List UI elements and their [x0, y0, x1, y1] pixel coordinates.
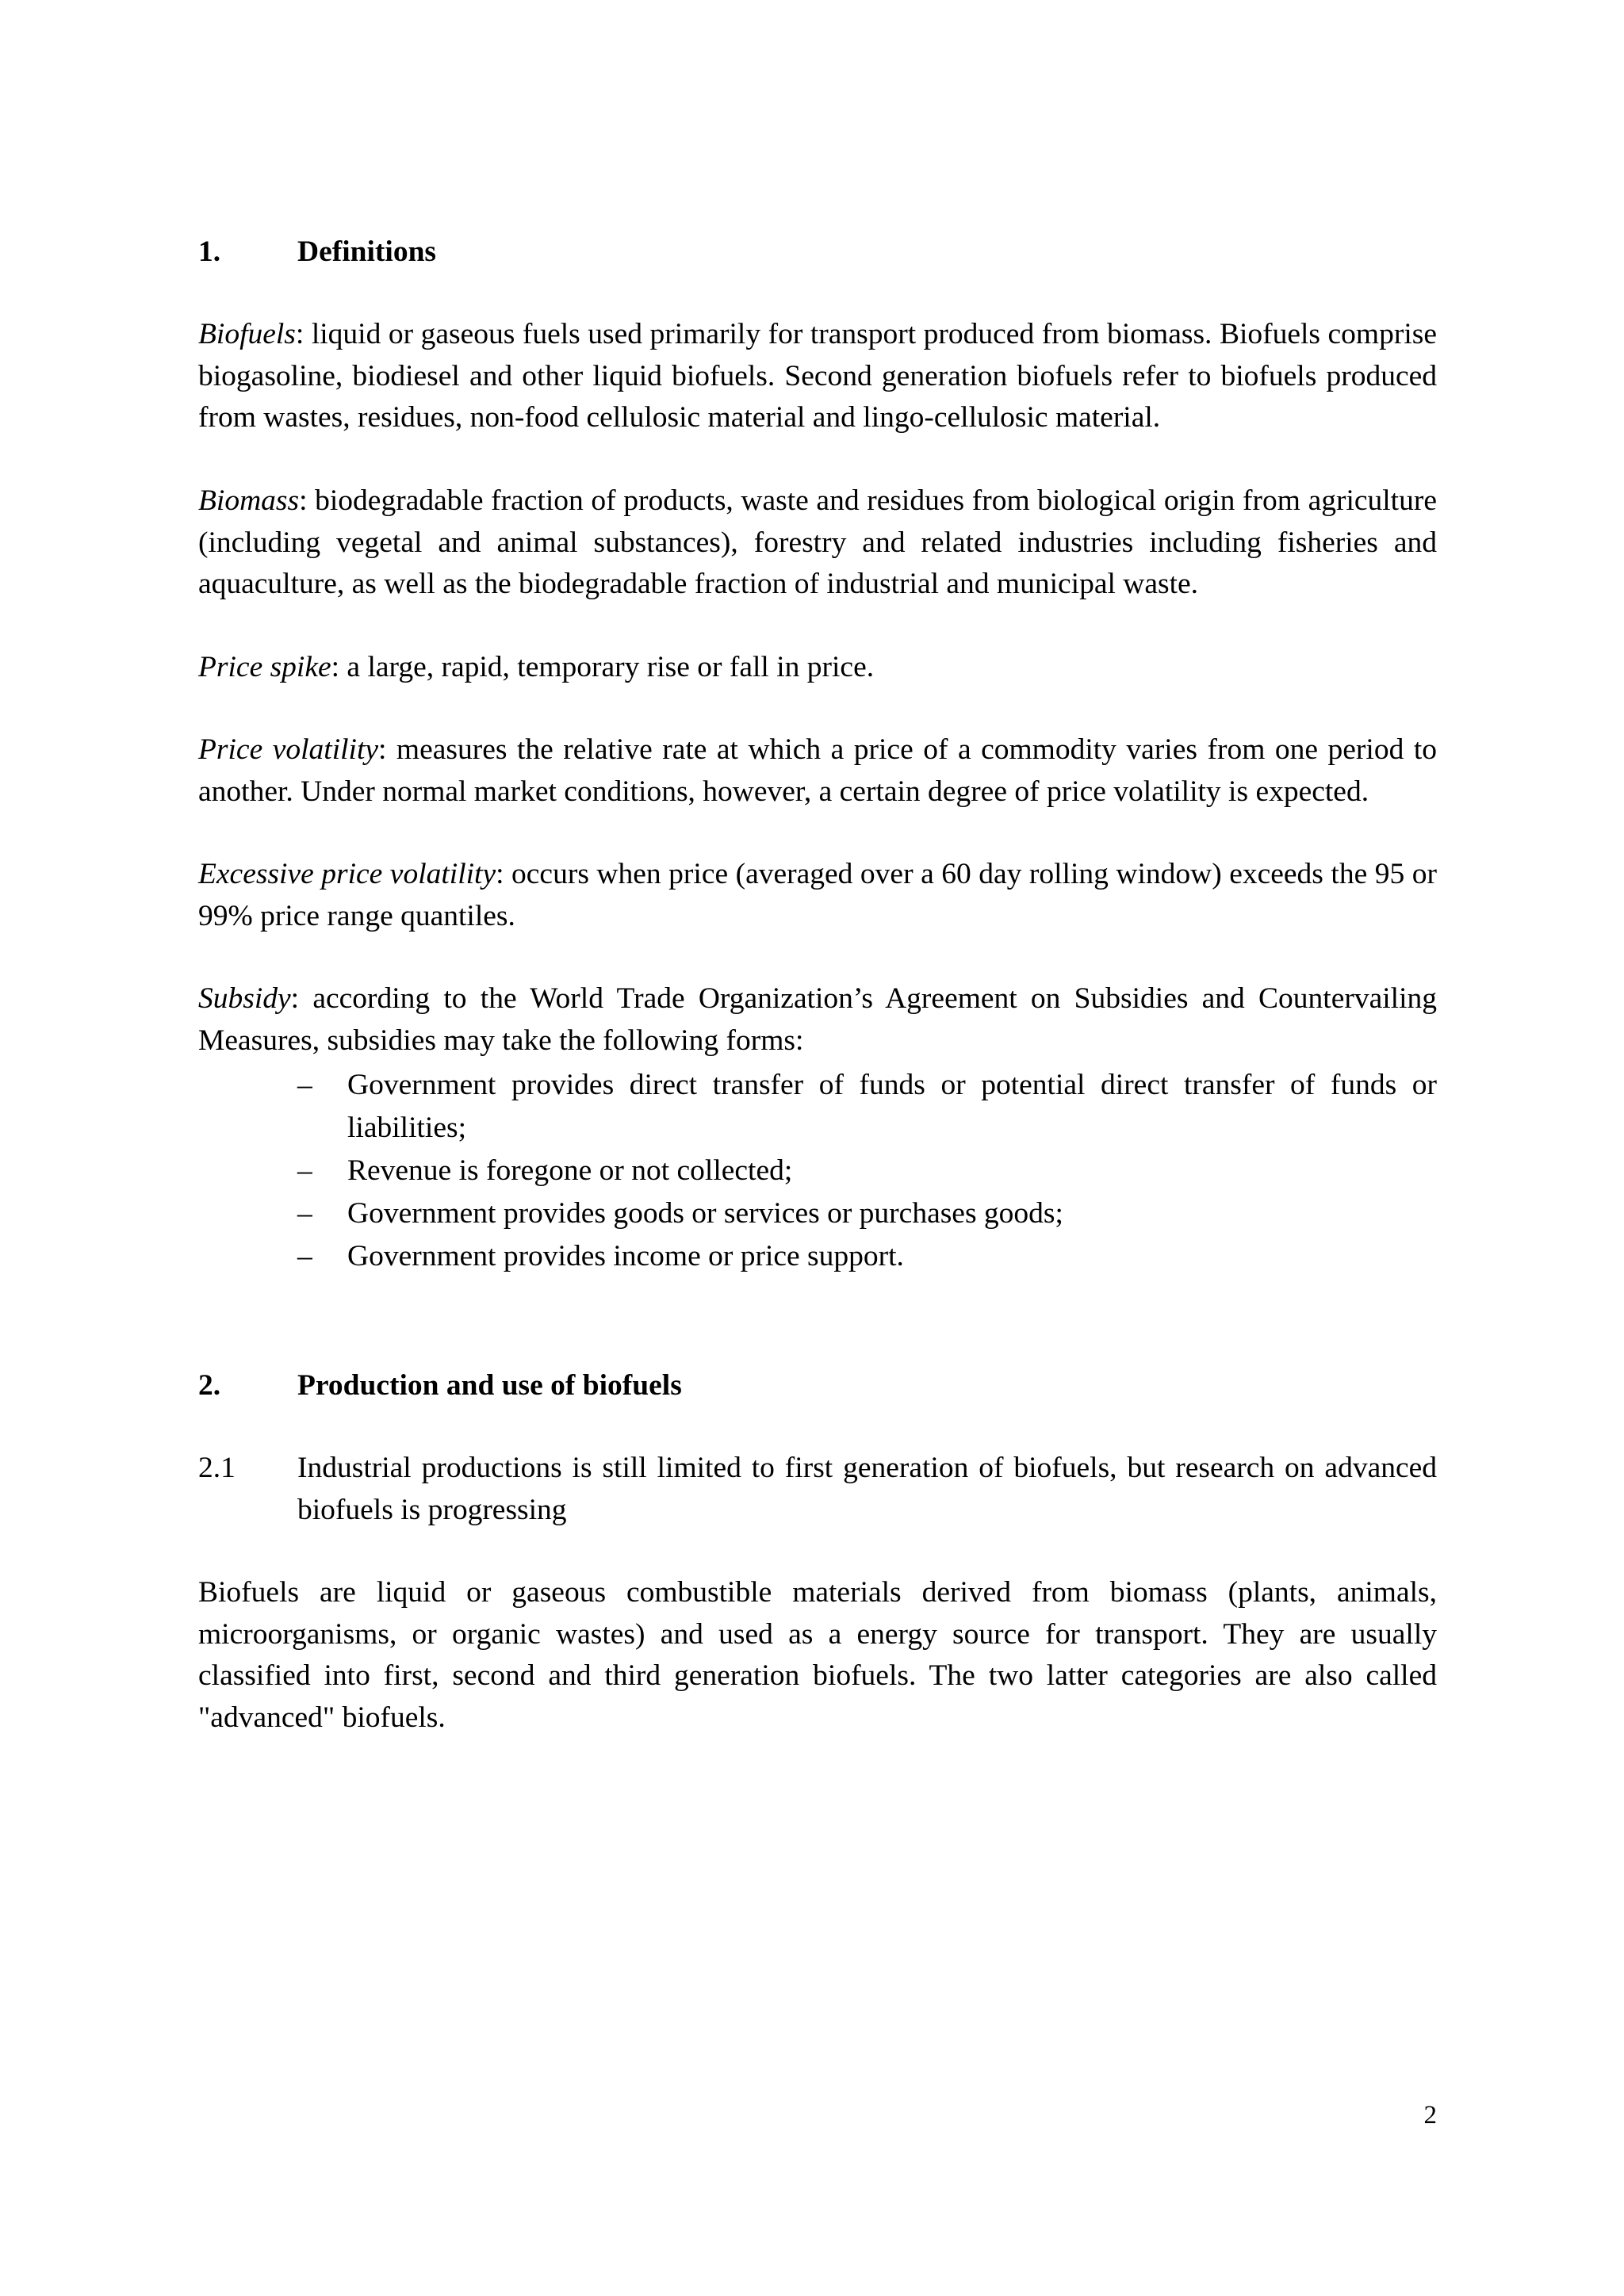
definition-text: : liquid or gaseous fuels used primarily for transport produced from biomass. Biofuels comprise biogasoline, biodiesel and other liquid biofuels. Second generation biofuels refer to biofuels produced from wastes, residues, non-food cellulosic material and lingo-cellulosic material. [198, 318, 1437, 434]
page-number: 2 [1423, 2101, 1437, 2130]
list-item-text: Government provides direct transfer of funds or potential direct transfer of funds or liabilities; [347, 1069, 1437, 1144]
subsection-2-1-number: 2.1 [198, 1452, 236, 1484]
section-2-title: Production and use of biofuels [297, 1369, 682, 1402]
definition-term: Subsidy [198, 982, 291, 1015]
definition-text: : occurs when price (averaged over a 60 day rolling window) exceeds the 95 or 99% price range quantiles. [198, 858, 1437, 932]
list-item-text: Revenue is foregone or not collected; [347, 1154, 793, 1187]
subsidy-forms-list [297, 1064, 1437, 1278]
definition-text: : biodegradable fraction of products, waste and residues from biological origin from agriculture (including vegetal and animal substances), forestry and related industries including fisheries and aquaculture, as well as the biodegradable fraction of industrial and municipal waste. [198, 484, 1437, 600]
definition-term: Biomass [198, 484, 300, 517]
dash-bullet: – [297, 1069, 312, 1101]
section-1-number: 1. [198, 235, 221, 268]
section-1-title: Definitions [297, 235, 437, 268]
section-2-heading [198, 1365, 1437, 1407]
dash-bullet: – [297, 1154, 312, 1187]
list-item [297, 1235, 1437, 1278]
definition-price-spike [198, 647, 1437, 689]
definition-biomass [198, 480, 1437, 606]
list-item-text: Government provides income or price support. [347, 1240, 904, 1272]
list-item [297, 1064, 1437, 1150]
definition-text: : measures the relative rate at which a price of a commodity varies from one period to another. Under normal market conditions, however, a certain degree of price volatility is expected. [198, 733, 1437, 808]
definition-term: Price spike [198, 651, 331, 683]
section-1-heading [198, 232, 1437, 274]
definition-price-volatility [198, 729, 1437, 813]
paragraph-2-1: Biofuels are liquid or gaseous combustible materials derived from biomass (plants, animals, microorganisms, or organic wastes) and used as a energy source for transport. They are usually classified into first, second and third generation biofuels. The two latter categories are also called "advanced" biofuels. [198, 1576, 1437, 1734]
definition-text: : a large, rapid, temporary rise or fall in price. [331, 651, 875, 683]
definition-term: Price volatility [198, 733, 379, 766]
list-item [297, 1192, 1437, 1235]
definition-biofuels [198, 314, 1437, 439]
subsection-2-1-title: Industrial productions is still limited to first generation of biofuels, but research on advanced biofuels is progressing [297, 1452, 1437, 1526]
dash-bullet: – [297, 1197, 312, 1230]
definition-term: Biofuels [198, 318, 296, 350]
dash-bullet: – [297, 1240, 312, 1272]
definition-subsidy [198, 978, 1437, 1062]
list-item-text: Government provides goods or services or purchases goods; [347, 1197, 1063, 1230]
definition-term: Excessive price volatility [198, 858, 496, 890]
subsection-2-1-heading [198, 1448, 1437, 1531]
document-page [198, 0, 1437, 2296]
list-item [297, 1150, 1437, 1192]
definition-text: : according to the World Trade Organization’s Agreement on Subsidies and Countervailing Measures, subsidies may take the following forms: [198, 982, 1437, 1057]
section-2-number: 2. [198, 1369, 221, 1402]
definition-excessive-price-volatility [198, 854, 1437, 937]
